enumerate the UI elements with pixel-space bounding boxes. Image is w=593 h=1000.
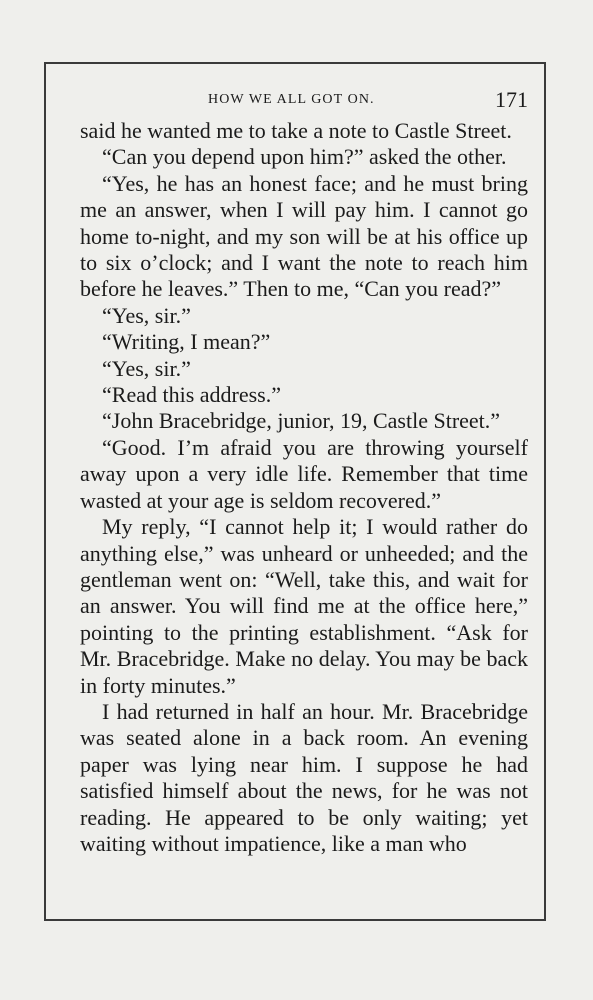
- paragraph-1: said he wanted me to take a note to Castle Street.: [80, 118, 512, 143]
- paragraph-8: “John Bracebridge, junior, 19, Castle Street.”: [102, 408, 501, 434]
- paragraph-10: My reply, “I cannot help it; I would rather do anything else,” was unheard or unheeded; and the gentleman went on: “Well, take this, and wait for an answer. You will find me at the office here,” pointing to the printing establishment. “Ask for Mr. Bracebridge. Make no delay. You may be back in forty minutes.”: [80, 514, 528, 698]
- paragraph-6: “Yes, sir.”: [102, 355, 191, 381]
- page-header: [80, 82, 528, 118]
- paragraph-3: “Yes, he has an honest face; and he must bring me an answer, when I will pay him. I cannot go home to-night, and my son will be at his office up to six o’clock; and I want the note to reach him before he leaves.” Then to me, “Can you read?”: [80, 170, 528, 302]
- paragraph-2: “Can you depend upon him?” asked the other.: [102, 144, 507, 170]
- page-body: [80, 118, 528, 857]
- book-page: [80, 82, 528, 857]
- running-title: HOW WE ALL GOT ON.: [208, 92, 375, 107]
- paragraph-7: “Read this address.”: [102, 382, 281, 408]
- paragraph-5: “Writing, I mean?”: [102, 329, 271, 355]
- paragraph-11: I had returned in half an hour. Mr. Bracebridge was seated alone in a back room. An evening paper was lying near him. I suppose he had satisfied himself about the news, for he was not reading. He appeared to be only waiting; yet waiting without impatience, like a man who: [80, 698, 528, 856]
- page-number: 171: [495, 87, 528, 112]
- paragraph-4: “Yes, sir.”: [102, 302, 191, 328]
- paragraph-9: “Good. I’m afraid you are throwing yourself away upon a very idle life. Remember that time wasted at your age is seldom recovered.”: [80, 434, 528, 513]
